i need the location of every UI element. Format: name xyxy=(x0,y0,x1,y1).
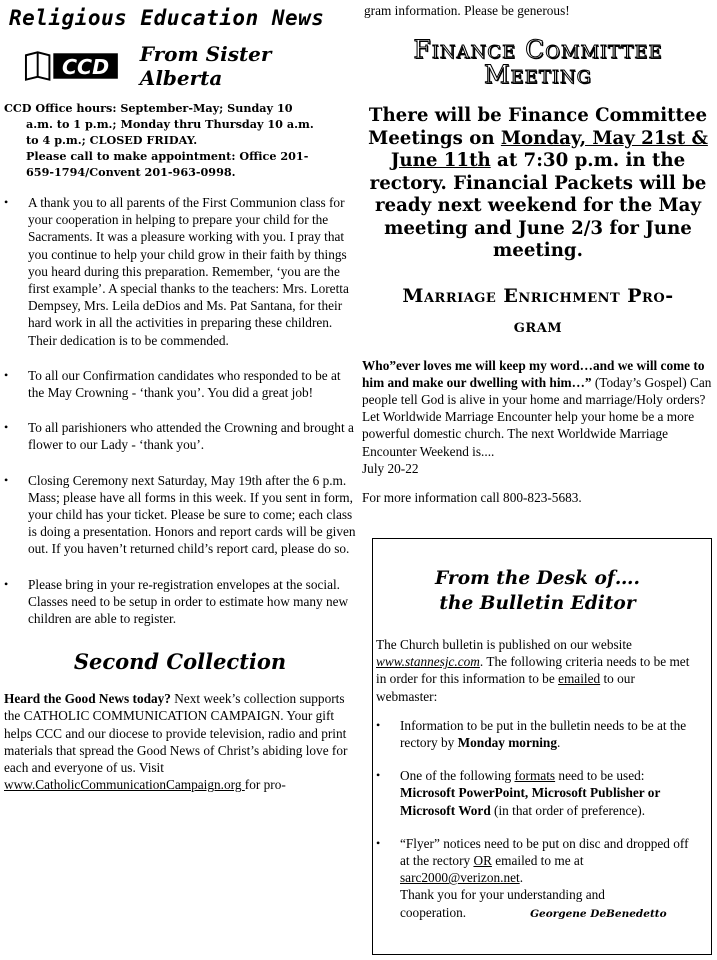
finance-title-line: Meeting xyxy=(483,60,593,89)
marriage-enrichment-title xyxy=(362,281,714,341)
bullet-crowning: • To all parishioners who attended the Crowning and brought a flower to our Lady - ‘thank you’. xyxy=(4,419,356,453)
office-hours-line: 659-1794/Convent 201-963-0998. xyxy=(26,165,236,179)
alberta-header xyxy=(4,42,356,90)
office-hours-line: CCD Office hours: September-May; Sunday 10 xyxy=(4,101,293,115)
second-collection-text xyxy=(4,690,356,793)
criteria-text: Information to be put in the bulletin needs to be at the rectory by xyxy=(400,717,687,751)
marriage-text: (Today’s Gospel) Can people tell God is alive in your home and marriage/Holy orders? Let Worldwide Marriage Encounter help your home be a more powerful domestic church. The next Worldwide Marriage Encounter Weekend is.... xyxy=(362,374,712,459)
office-hours-line: a.m. to 1 p.m.; Monday thru Thursday 10 a.m. xyxy=(26,117,314,131)
desk-intro1: The Church bulletin is published on our website xyxy=(376,637,632,652)
office-hours-line: to 4 p.m.; CLOSED FRIDAY. xyxy=(26,133,198,147)
criteria-formats-word: formats xyxy=(514,768,556,784)
criteria-text: . xyxy=(519,870,524,886)
from-sister-alberta-heading: From Sister Alberta xyxy=(139,42,272,90)
marriage-title-line: gram xyxy=(513,314,563,337)
finance-title-line: Finance Committee xyxy=(413,35,663,64)
finance-text1: There will be Finance Committee Meetings on xyxy=(368,105,708,149)
criteria-or: OR xyxy=(473,853,492,869)
criteria-text: emailed to me at xyxy=(491,853,584,869)
bullet-confirmation: • To all our Confirmation candidates who responded to be at the May Crowning - ‘thank you’. You did a great job! xyxy=(4,367,356,401)
desk-intro2: . The following criteria needs to be met in order for this information to be xyxy=(376,654,690,687)
marriage-body xyxy=(362,357,714,477)
finance-committee-title xyxy=(362,37,714,87)
second-collection-lead: Heard the Good News today? xyxy=(4,691,171,707)
second-collection-heading: Second Collection xyxy=(73,649,287,675)
bullet-first-communion: • A thank you to all parents of the First Communion class for your cooperation in helping to prepare your child for the Sacraments. It was a pleasure working with you. I pray that you continue to help your child grow in their faith by things you heard during this preparation. Remember, ‘you are the first example’. A special thanks to the teachers: Mrs. Loretta Dempsey, Mrs. Leila deDios and Ms. Pat Santana, for their hard work in all the activities in preparing these children. Their dedication is to be commended. xyxy=(4,194,356,349)
criteria-text: . xyxy=(556,735,561,751)
marriage-call: For more information call 800-823-5683. xyxy=(362,489,582,505)
finance-body xyxy=(362,105,714,263)
criteria-text: “Flyer” notices need to be put on disc and dropped off at the rectory xyxy=(400,835,689,869)
finance-date1: Monday, May 21st & xyxy=(500,127,708,149)
editor-email-link[interactable]: sarc2000@verizon.net xyxy=(400,870,520,886)
criteria-text: need to be used: xyxy=(555,768,645,784)
desk-title-line: the Bulletin Editor xyxy=(439,593,636,614)
marriage-title-line: Marriage Enrichment Pro- xyxy=(402,284,674,307)
finance-text2: at 7:30 p.m. in the rectory. Financial Packets will be ready next weekend for the May meeting and June 2/3 for June meeting. xyxy=(369,150,707,261)
desk-intro3: to our webmaster: xyxy=(376,671,635,704)
ccd-book-logo xyxy=(24,49,120,83)
office-hours xyxy=(4,100,356,180)
criteria-text: (in that order of preference). xyxy=(490,802,646,818)
criteria-text: One of the following xyxy=(400,768,515,784)
bulletin-editor-box xyxy=(372,538,712,955)
criteria-flyer xyxy=(376,835,699,923)
campaign-name: CATHOLIC COMMUNICATION CAMPAIGN xyxy=(23,708,281,724)
criteria-thanks: Thank you for your understanding and cooperation. xyxy=(400,887,605,920)
religious-ed-title: Religious Education News xyxy=(9,6,325,30)
second-collection-text3: for pro- xyxy=(244,777,286,793)
bullet-re-registration: • Please bring in your re-registration envelopes at the social. Classes need to be setup in order to estimate how many new children are able to register. xyxy=(4,576,356,628)
desk-criteria-list xyxy=(376,717,699,923)
criteria-bold: Monday morning xyxy=(457,735,557,751)
finance-date2: June 11th xyxy=(390,150,491,171)
church-website-link[interactable]: www.stannesjc.com xyxy=(376,654,480,670)
second-collection-text2: . Your gift helps CCC and our diocese to provide television, radio and print materials that spread the Good News of Christ’s abiding love for each and everyone of us. Visit xyxy=(4,708,348,776)
religious-ed-bullets xyxy=(4,194,356,627)
svg-text:CCD: CCD xyxy=(62,54,110,79)
second-collection-continued: gram information. Please be generous! xyxy=(364,3,570,18)
marriage-dates: July 20-22 xyxy=(362,460,419,476)
second-collection-text1: Next week’s collection supports the xyxy=(4,691,345,724)
desk-title-line: From the Desk of…. xyxy=(435,568,640,589)
desk-intro xyxy=(376,636,699,705)
marriage-quote: Who”ever loves me will keep my word…and we will come to him and make our dwelling with him…” xyxy=(362,357,705,390)
editor-signature: Georgene DeBenedetto xyxy=(530,907,667,920)
criteria-deadline xyxy=(376,717,699,751)
bullet-closing-ceremony: • Closing Ceremony next Saturday, May 19th after the 6 p.m. Mass; please have all forms in this week. If you sent in form, your child has your ticket. Please be sure to come; each class is doing a presentation. Honors and report cards will be given out. If you haven’t returned child’s report card, please do so. xyxy=(4,472,356,558)
bulletin-editor-title xyxy=(376,566,699,616)
criteria-formats xyxy=(376,767,699,819)
office-hours-line: Please call to make appointment: Office 201- xyxy=(26,149,309,163)
left-column xyxy=(4,0,356,793)
criteria-bold: Microsoft PowerPoint, Microsoft Publisher or Microsoft Word xyxy=(400,785,661,818)
emailed-word: emailed xyxy=(558,671,601,687)
right-column xyxy=(362,0,714,506)
ccc-website-link[interactable]: www.CatholicCommunicationCampaign.org xyxy=(4,777,245,793)
